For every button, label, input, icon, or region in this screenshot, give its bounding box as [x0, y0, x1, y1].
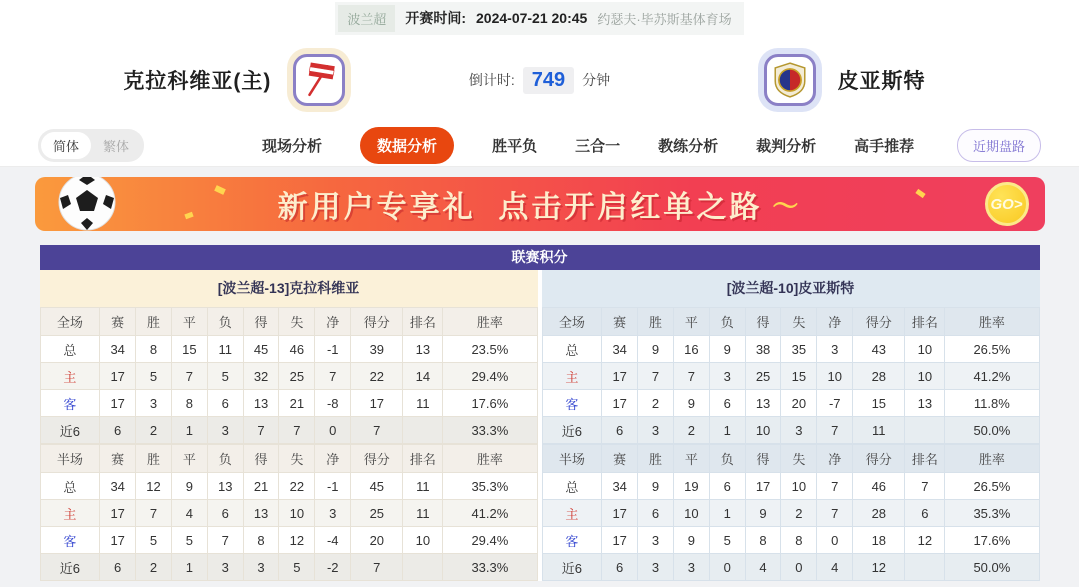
stat-cell: 17: [100, 390, 136, 417]
stat-header-row: [542, 308, 1039, 336]
stat-col-header: 排名: [905, 308, 945, 336]
stat-cell: 34: [602, 473, 638, 500]
stat-cell: 17: [100, 363, 136, 390]
stat-cell: 7: [673, 363, 709, 390]
stat-row: [40, 527, 537, 554]
stat-col-header: 得: [745, 445, 781, 473]
stat-cell: 45: [243, 336, 279, 363]
venue-name: 约瑟夫·毕苏斯基体育场: [597, 11, 732, 27]
stat-col-header: 半场: [542, 445, 602, 473]
stat-cell: 8: [745, 527, 781, 554]
stat-row-label: 近6: [40, 554, 100, 581]
stat-cell: 3: [243, 554, 279, 581]
stat-cell: 3: [136, 390, 172, 417]
stat-col-header: 得分: [853, 445, 905, 473]
stat-cell: 7: [136, 500, 172, 527]
stat-col-header: 胜率: [945, 308, 1039, 336]
stat-row-label: 主: [40, 500, 100, 527]
stat-cell: 0: [781, 554, 817, 581]
stat-cell: 2: [136, 417, 172, 444]
stat-cell: 5: [136, 363, 172, 390]
away-team-block: [610, 54, 1079, 106]
stat-col-header: 净: [817, 445, 853, 473]
language-toggle[interactable]: [38, 129, 144, 162]
league-points-card: [40, 245, 1040, 581]
stat-cell: 21: [243, 473, 279, 500]
stat-cell: 28: [853, 363, 905, 390]
stat-cell: 19: [673, 473, 709, 500]
home-team-block: [0, 54, 469, 106]
stat-cell: -7: [817, 390, 853, 417]
stat-col-header: 得分: [853, 308, 905, 336]
stat-cell: 17: [602, 390, 638, 417]
stat-cell: 2: [136, 554, 172, 581]
stat-cell: 8: [136, 336, 172, 363]
stat-cell: 26.5%: [945, 336, 1039, 363]
stat-cell: 33.3%: [443, 554, 537, 581]
stat-cell: 50.0%: [945, 554, 1039, 581]
stat-cell: 33.3%: [443, 417, 537, 444]
stat-cell: 35.3%: [945, 500, 1039, 527]
stat-cell: 17: [100, 527, 136, 554]
stat-cell: 17: [100, 500, 136, 527]
stat-col-header: 平: [673, 445, 709, 473]
home-team-flag-icon: [293, 54, 345, 106]
stat-cell: 15: [781, 363, 817, 390]
stat-cell: 22: [351, 363, 403, 390]
confetti-icon: [184, 212, 193, 219]
stat-row-label: 总: [542, 473, 602, 500]
stat-cell: -4: [315, 527, 351, 554]
away-fulltime-table: [542, 307, 1040, 444]
football-icon: [57, 177, 119, 231]
stat-cell: 9: [673, 527, 709, 554]
stat-cell: 17: [745, 473, 781, 500]
stat-cell: 10: [817, 363, 853, 390]
stat-col-header: 失: [279, 445, 315, 473]
stat-col-header: 半场: [40, 445, 100, 473]
stat-row-label: 总: [40, 336, 100, 363]
stat-cell: 22: [279, 473, 315, 500]
stat-cell: 13: [207, 473, 243, 500]
stat-cell: 8: [243, 527, 279, 554]
away-team-name: 皮亚斯特: [837, 70, 926, 93]
stat-col-header: 负: [709, 308, 745, 336]
stat-row-label: 客: [40, 390, 100, 417]
stat-cell: 6: [207, 390, 243, 417]
stat-cell: -1: [315, 473, 351, 500]
stat-cell: 6: [905, 500, 945, 527]
stat-cell: 1: [171, 417, 207, 444]
stat-cell: 6: [709, 473, 745, 500]
stat-cell: 9: [171, 473, 207, 500]
stat-row: [40, 473, 537, 500]
stat-cell: 16: [673, 336, 709, 363]
home-team-name: 克拉科维亚(主): [123, 70, 272, 93]
stat-cell: 11: [403, 500, 443, 527]
stat-cell: 3: [709, 363, 745, 390]
home-halftime-table: [40, 444, 538, 581]
stat-col-header: 胜率: [443, 308, 537, 336]
stat-cell: 15: [171, 336, 207, 363]
stat-cell: 21: [279, 390, 315, 417]
stat-cell: 11.8%: [945, 390, 1039, 417]
stat-cell: 2: [673, 417, 709, 444]
stat-col-header: 失: [781, 445, 817, 473]
stat-cell: 35: [781, 336, 817, 363]
stat-col-header: 负: [709, 445, 745, 473]
stat-col-header: 负: [207, 445, 243, 473]
stat-cell: 5: [279, 554, 315, 581]
stat-col-header: 排名: [403, 445, 443, 473]
match-header: [0, 36, 1079, 124]
lang-traditional[interactable]: 繁体: [103, 138, 130, 154]
stat-cell: 4: [817, 554, 853, 581]
stat-cell: 13: [403, 336, 443, 363]
kickoff-time: 2024-07-21 20:45: [476, 10, 588, 26]
stat-col-header: 排名: [403, 308, 443, 336]
stat-row: [40, 554, 537, 581]
stat-cell: 13: [905, 390, 945, 417]
stat-cell: 35.3%: [443, 473, 537, 500]
stat-header-row: [40, 445, 537, 473]
tab-教练分析[interactable]: 教练分析: [658, 137, 719, 155]
stat-cell: 0: [709, 554, 745, 581]
stat-cell: 32: [243, 363, 279, 390]
stat-row: [542, 363, 1039, 390]
stat-cell: 34: [100, 336, 136, 363]
stat-cell: 17: [602, 363, 638, 390]
stat-cell: 5: [171, 527, 207, 554]
stat-col-header: 失: [279, 308, 315, 336]
stat-col-header: 赛: [602, 308, 638, 336]
stat-cell: 2: [638, 390, 674, 417]
stat-cell: 6: [100, 554, 136, 581]
stat-row: [542, 527, 1039, 554]
stat-cell: 43: [853, 336, 905, 363]
stat-cell: 46: [279, 336, 315, 363]
stat-cell: 39: [351, 336, 403, 363]
stat-cell: 7: [243, 417, 279, 444]
stat-row-label: 近6: [542, 417, 602, 444]
stat-row: [542, 473, 1039, 500]
content-area: [0, 167, 1079, 587]
stat-cell: 18: [853, 527, 905, 554]
tab-裁判分析[interactable]: 裁判分析: [756, 137, 817, 155]
stat-cell: 17: [602, 500, 638, 527]
stat-cell: 2: [781, 500, 817, 527]
stat-cell: 11: [207, 336, 243, 363]
stat-row: [40, 500, 537, 527]
stat-cell: 9: [638, 473, 674, 500]
stat-cell: -2: [315, 554, 351, 581]
promo-banner[interactable]: [35, 177, 1045, 231]
confetti-icon: [214, 185, 226, 195]
tab-数据分析[interactable]: 数据分析: [360, 127, 454, 164]
stat-cell: 7: [905, 473, 945, 500]
tab-胜平负[interactable]: 胜平负: [492, 137, 538, 155]
away-halftime-table: [542, 444, 1040, 581]
stat-cell: 12: [279, 527, 315, 554]
stat-cell: 7: [817, 417, 853, 444]
stat-cell: 7: [817, 473, 853, 500]
stat-row-label: 主: [40, 363, 100, 390]
stat-cell: 46: [853, 473, 905, 500]
stat-cell: 10: [279, 500, 315, 527]
home-stats-panel: [40, 270, 538, 581]
home-fulltime-table: [40, 307, 538, 444]
stat-cell: 26.5%: [945, 473, 1039, 500]
stat-cell: 17.6%: [443, 390, 537, 417]
stat-cell: 6: [638, 500, 674, 527]
stat-row: [40, 417, 537, 444]
stat-cell: 12: [853, 554, 905, 581]
stat-cell: 6: [207, 500, 243, 527]
stat-row: [542, 390, 1039, 417]
stat-cell: 10: [905, 363, 945, 390]
countdown: [469, 67, 610, 94]
stat-cell: 10: [781, 473, 817, 500]
stat-cell: 7: [279, 417, 315, 444]
away-stats-panel: [542, 270, 1040, 581]
stat-col-header: 全场: [40, 308, 100, 336]
stat-row-label: 主: [542, 363, 602, 390]
stat-cell: 7: [351, 554, 403, 581]
stat-cell: 11: [403, 390, 443, 417]
stat-col-header: 排名: [905, 445, 945, 473]
stat-cell: 6: [709, 390, 745, 417]
stat-col-header: 得: [243, 445, 279, 473]
stat-cell: 1: [171, 554, 207, 581]
stat-cell: 7: [638, 363, 674, 390]
stat-col-header: 得: [745, 308, 781, 336]
stat-row: [40, 336, 537, 363]
stat-cell: 9: [745, 500, 781, 527]
stat-cell: 4: [745, 554, 781, 581]
stat-cell: 11: [853, 417, 905, 444]
banner-squiggle: ～: [772, 190, 802, 221]
stat-col-header: 平: [673, 308, 709, 336]
stat-cell: [905, 554, 945, 581]
stat-cell: 9: [673, 390, 709, 417]
lang-simplified[interactable]: 简体: [41, 132, 91, 159]
away-panel-subtitle: [波兰超-10]皮亚斯特: [542, 270, 1040, 307]
stat-header-row: [542, 445, 1039, 473]
stat-cell: 34: [100, 473, 136, 500]
stat-cell: 3: [207, 417, 243, 444]
stat-cell: 25: [351, 500, 403, 527]
stat-cell: -1: [315, 336, 351, 363]
stat-cell: 29.4%: [443, 527, 537, 554]
stat-cell: [403, 554, 443, 581]
stat-cell: 25: [745, 363, 781, 390]
stat-cell: 14: [403, 363, 443, 390]
stat-cell: 8: [171, 390, 207, 417]
recent-trend-button[interactable]: 近期盘路: [957, 129, 1041, 162]
stat-cell: 3: [781, 417, 817, 444]
top-bar: [0, 0, 1079, 36]
stat-cell: 0: [315, 417, 351, 444]
stat-cell: 9: [709, 336, 745, 363]
stat-row: [542, 336, 1039, 363]
stat-col-header: 平: [171, 308, 207, 336]
stat-row: [542, 500, 1039, 527]
stat-col-header: 得: [243, 308, 279, 336]
stat-cell: 10: [745, 417, 781, 444]
stat-col-header: 净: [817, 308, 853, 336]
stat-cell: 12: [136, 473, 172, 500]
stat-cell: 41.2%: [945, 363, 1039, 390]
stat-cell: 7: [207, 527, 243, 554]
stat-cell: 0: [817, 527, 853, 554]
stat-cell: 7: [315, 363, 351, 390]
tab-三合一[interactable]: 三合一: [575, 137, 621, 155]
stat-col-header: 净: [315, 445, 351, 473]
stat-row-label: 客: [40, 527, 100, 554]
countdown-unit: 分钟: [582, 72, 611, 88]
stat-col-header: 负: [207, 308, 243, 336]
stat-row-label: 主: [542, 500, 602, 527]
stat-cell: 1: [709, 500, 745, 527]
tab-现场分析[interactable]: 现场分析: [262, 137, 323, 155]
stat-cell: 3: [315, 500, 351, 527]
go-button[interactable]: GO>: [985, 182, 1029, 226]
league-badge: 波兰超: [338, 5, 395, 32]
stat-col-header: 胜: [638, 308, 674, 336]
stat-cell: -8: [315, 390, 351, 417]
league-points-title: 联赛积分: [40, 245, 1040, 270]
away-team-crest-icon: [764, 54, 816, 106]
stat-cell: 6: [602, 554, 638, 581]
stat-cell: 17.6%: [945, 527, 1039, 554]
stat-row: [542, 417, 1039, 444]
stat-cell: 13: [243, 390, 279, 417]
stat-cell: 17: [351, 390, 403, 417]
stat-row-label: 客: [542, 527, 602, 554]
stat-col-header: 赛: [602, 445, 638, 473]
stat-cell: 23.5%: [443, 336, 537, 363]
stat-cell: 17: [602, 527, 638, 554]
stat-cell: 15: [853, 390, 905, 417]
stat-cell: 38: [745, 336, 781, 363]
stat-cell: 41.2%: [443, 500, 537, 527]
stat-cell: 5: [709, 527, 745, 554]
countdown-label: 倒计时:: [468, 72, 515, 88]
stat-cell: 9: [638, 336, 674, 363]
stat-cell: 20: [351, 527, 403, 554]
stat-col-header: 得分: [351, 445, 403, 473]
stat-cell: 28: [853, 500, 905, 527]
stat-row-label: 近6: [542, 554, 602, 581]
stat-cell: 34: [602, 336, 638, 363]
countdown-value: 749: [523, 67, 574, 94]
banner-text: 新用户专享礼 点击开启红单之路: [277, 191, 763, 224]
stat-cell: 20: [781, 390, 817, 417]
stat-cell: 10: [905, 336, 945, 363]
stat-col-header: 全场: [542, 308, 602, 336]
stat-cell: 10: [403, 527, 443, 554]
stat-cell: [403, 417, 443, 444]
nav-tabs: [262, 127, 914, 164]
kickoff-label: 开赛时间:: [405, 10, 467, 26]
stat-col-header: 失: [781, 308, 817, 336]
stat-cell: 7: [171, 363, 207, 390]
stat-cell: 10: [673, 500, 709, 527]
stat-cell: 3: [673, 554, 709, 581]
stat-col-header: 胜率: [443, 445, 537, 473]
stat-cell: 6: [100, 417, 136, 444]
stat-cell: 45: [351, 473, 403, 500]
stat-row: [40, 363, 537, 390]
stat-cell: 50.0%: [945, 417, 1039, 444]
stat-cell: 12: [905, 527, 945, 554]
stat-cell: [905, 417, 945, 444]
stat-header-row: [40, 308, 537, 336]
stat-cell: 3: [638, 527, 674, 554]
stat-row-label: 总: [40, 473, 100, 500]
stat-col-header: 赛: [100, 445, 136, 473]
stat-cell: 3: [817, 336, 853, 363]
stat-col-header: 胜率: [945, 445, 1039, 473]
stat-cell: 3: [638, 554, 674, 581]
confetti-icon: [915, 189, 925, 198]
league-points-body: [40, 270, 1040, 581]
stat-row-label: 总: [542, 336, 602, 363]
stat-col-header: 得分: [351, 308, 403, 336]
stat-cell: 6: [602, 417, 638, 444]
stat-col-header: 胜: [136, 445, 172, 473]
stat-row: [542, 554, 1039, 581]
stat-cell: 8: [781, 527, 817, 554]
stat-col-header: 胜: [638, 445, 674, 473]
stat-cell: 3: [638, 417, 674, 444]
stat-cell: 29.4%: [443, 363, 537, 390]
stat-col-header: 平: [171, 445, 207, 473]
stat-cell: 1: [709, 417, 745, 444]
stat-cell: 4: [171, 500, 207, 527]
kickoff-box: [335, 2, 743, 35]
stat-col-header: 赛: [100, 308, 136, 336]
stat-row-label: 近6: [40, 417, 100, 444]
stat-cell: 7: [351, 417, 403, 444]
stat-cell: 3: [207, 554, 243, 581]
stat-cell: 13: [745, 390, 781, 417]
stat-cell: 5: [136, 527, 172, 554]
stat-cell: 13: [243, 500, 279, 527]
home-panel-subtitle: [波兰超-13]克拉科维亚: [40, 270, 538, 307]
stat-row: [40, 390, 537, 417]
stat-cell: 7: [817, 500, 853, 527]
tab-高手推荐[interactable]: 高手推荐: [854, 137, 915, 155]
stat-row-label: 客: [542, 390, 602, 417]
stat-col-header: 净: [315, 308, 351, 336]
stat-cell: 25: [279, 363, 315, 390]
stat-cell: 5: [207, 363, 243, 390]
stat-col-header: 胜: [136, 308, 172, 336]
stat-cell: 11: [403, 473, 443, 500]
nav-bar: [0, 124, 1079, 167]
